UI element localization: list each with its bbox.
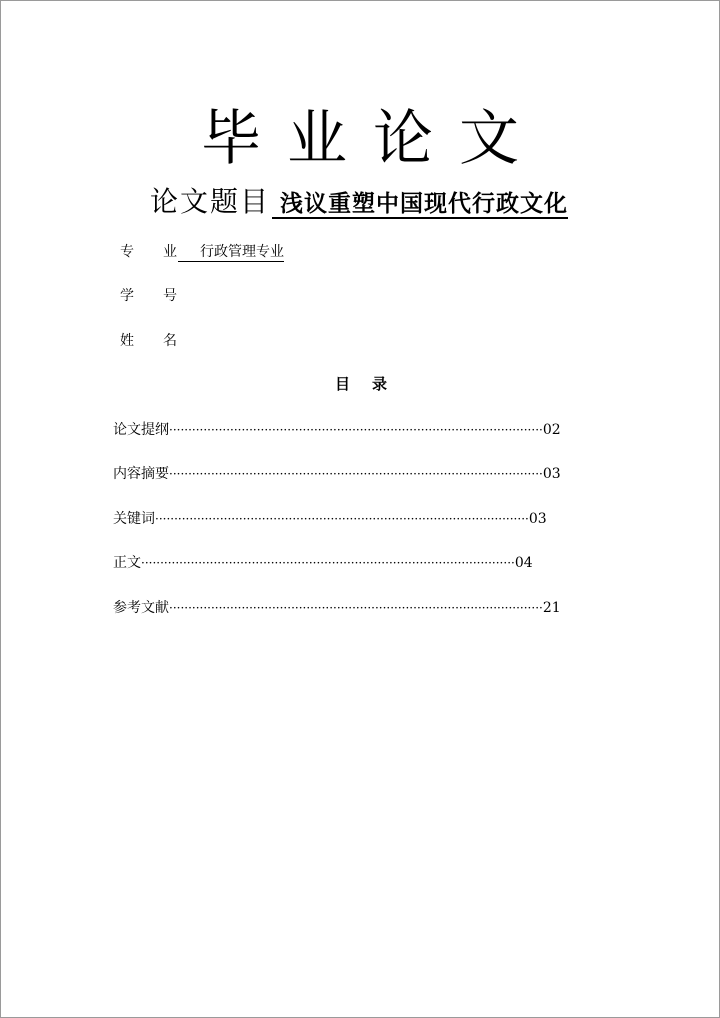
toc-entry[interactable] xyxy=(113,552,533,572)
toc-entry-page: 04 xyxy=(514,555,533,571)
info-row-major xyxy=(120,241,284,261)
toc-entry-page: 21 xyxy=(542,600,561,616)
toc-entry[interactable] xyxy=(113,597,561,617)
subject-label: 论文题目 xyxy=(150,185,271,218)
toc-leader-dots: ·································································································· xyxy=(169,601,543,615)
info-label-student-id: 学号 xyxy=(120,288,206,304)
toc-leader-dots: ·································································································· xyxy=(169,467,543,481)
subject-title: 浅议重塑中国现代行政文化 xyxy=(272,190,568,219)
toc-entry-page: 02 xyxy=(542,422,561,438)
toc-entry[interactable] xyxy=(113,463,561,483)
toc-entry[interactable] xyxy=(113,508,547,528)
toc-leader-dots: ·································································································· xyxy=(141,556,515,570)
toc-entry-label: 参考文献 xyxy=(113,600,169,616)
toc-entry-page: 03 xyxy=(528,511,547,527)
subject-line xyxy=(150,180,568,220)
info-row-name xyxy=(120,330,206,350)
toc-entry-label: 正文 xyxy=(113,555,141,571)
info-row-student-id xyxy=(120,285,206,305)
toc-entry-label: 关键词 xyxy=(113,511,155,527)
toc-entry-label: 内容摘要 xyxy=(113,466,169,482)
toc-entry-page: 03 xyxy=(542,466,561,482)
toc-entry-label: 论文提纲 xyxy=(113,422,169,438)
info-label-major: 专业 xyxy=(120,244,206,260)
toc-leader-dots: ·································································································· xyxy=(155,512,529,526)
info-value-major: 行政管理专业 xyxy=(178,241,284,262)
toc-entry[interactable] xyxy=(113,419,561,439)
info-label-name: 姓名 xyxy=(120,333,206,349)
toc-title: 目录 xyxy=(335,375,410,393)
main-title: 毕业论文 xyxy=(201,104,545,174)
toc-leader-dots: ·································································································· xyxy=(169,423,543,437)
